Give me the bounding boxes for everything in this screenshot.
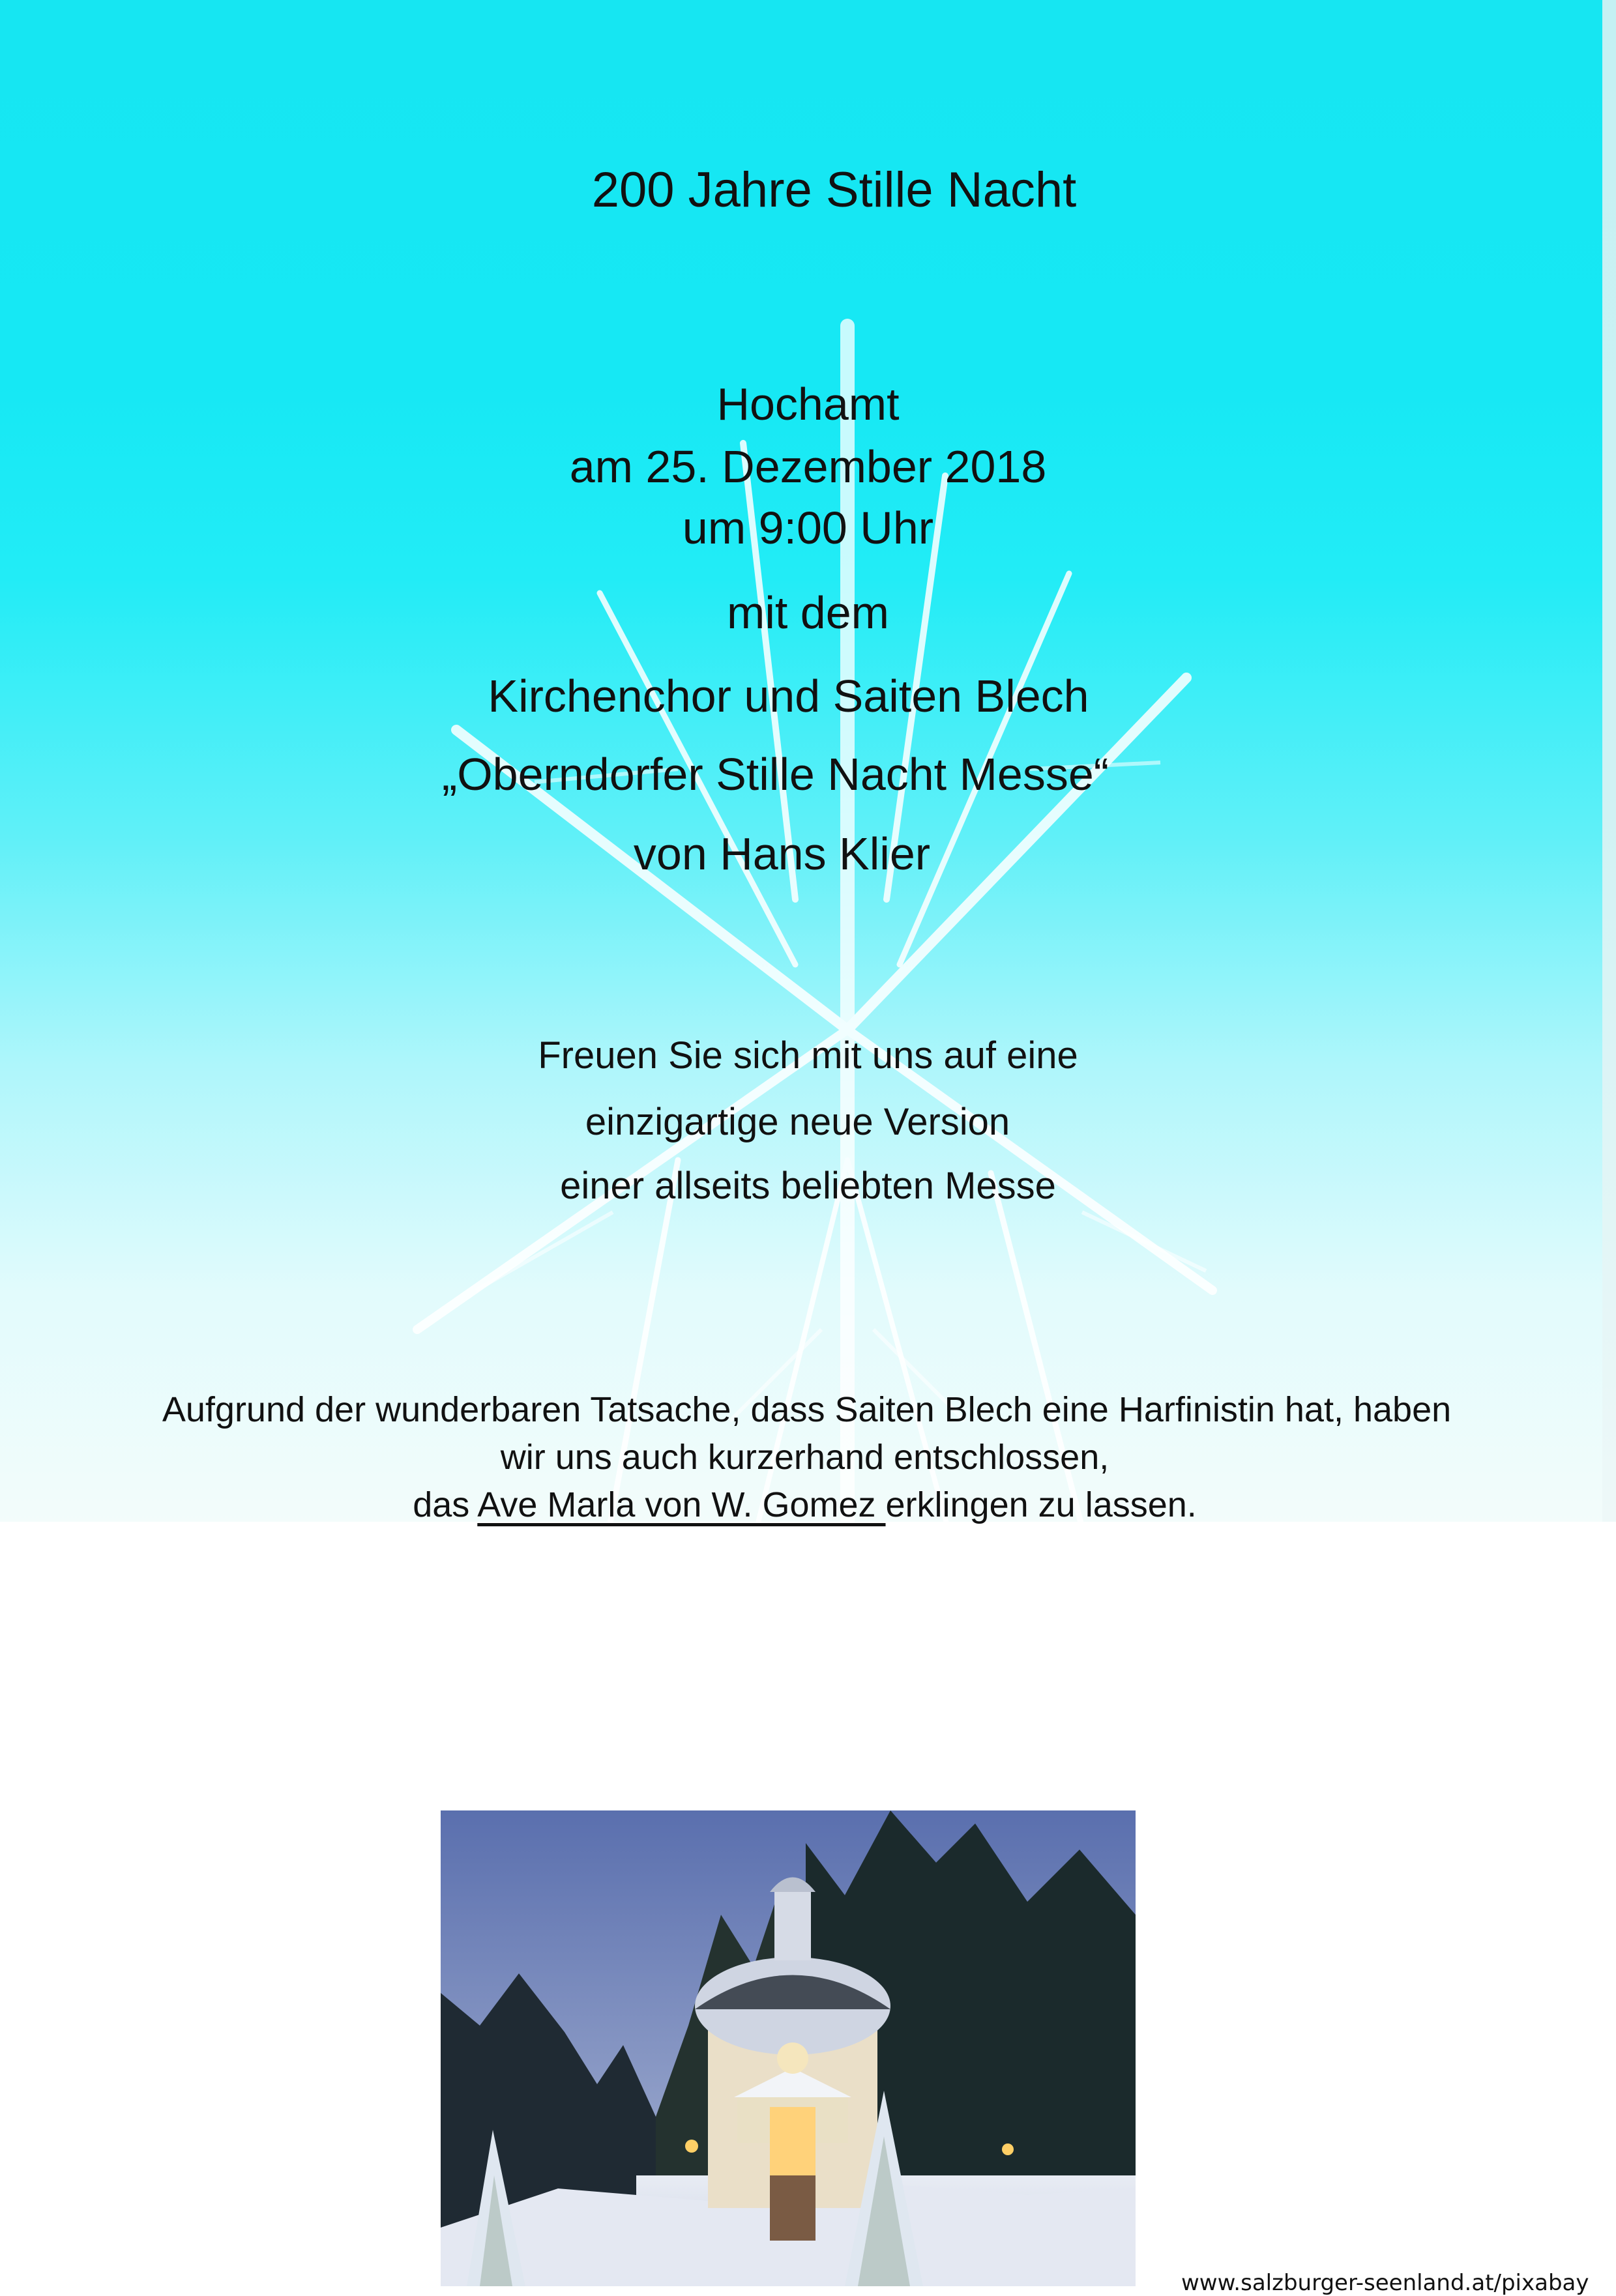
chapel-photo (441, 1810, 1136, 2286)
invitation-line-3: einer allseits beliebten Messe (560, 1165, 1056, 1207)
note-line-1: Aufgrund der wunderbaren Tatsache, dass Saiten Blech eine Harfinistin hat, haben (162, 1390, 1452, 1429)
event-name: Hochamt (716, 379, 900, 429)
note-line-3 (0, 1485, 1613, 1525)
invitation-line-1: Freuen Sie sich mit uns auf eine (538, 1034, 1078, 1077)
event-date: am 25. Dezember 2018 (569, 441, 1047, 492)
note-line-3-suffix: erklingen zu lassen. (885, 1485, 1197, 1524)
ave-maria-link[interactable]: Ave Marla von W. Gomez (477, 1485, 886, 1524)
invitation-line-2: einzigartige neue Version (585, 1101, 1010, 1143)
note-line-3-prefix: das (413, 1485, 478, 1524)
event-composer: von Hans Klier (633, 828, 931, 879)
background-edge-strip (1602, 0, 1616, 1522)
event-with: mit dem (727, 587, 889, 638)
event-performers: Kirchenchor und Saiten Blech (488, 671, 1089, 721)
note-line-2: wir uns auch kurzerhand entschlossen, (500, 1438, 1109, 1477)
photo-credit: www.salzburger-seenland.at/pixabay (1181, 2270, 1589, 2296)
event-time: um 9:00 Uhr (682, 502, 934, 553)
event-mass: „Oberndorfer Stille Nacht Messe“ (441, 749, 1109, 800)
page-title: 200 Jahre Stille Nacht (591, 162, 1077, 218)
